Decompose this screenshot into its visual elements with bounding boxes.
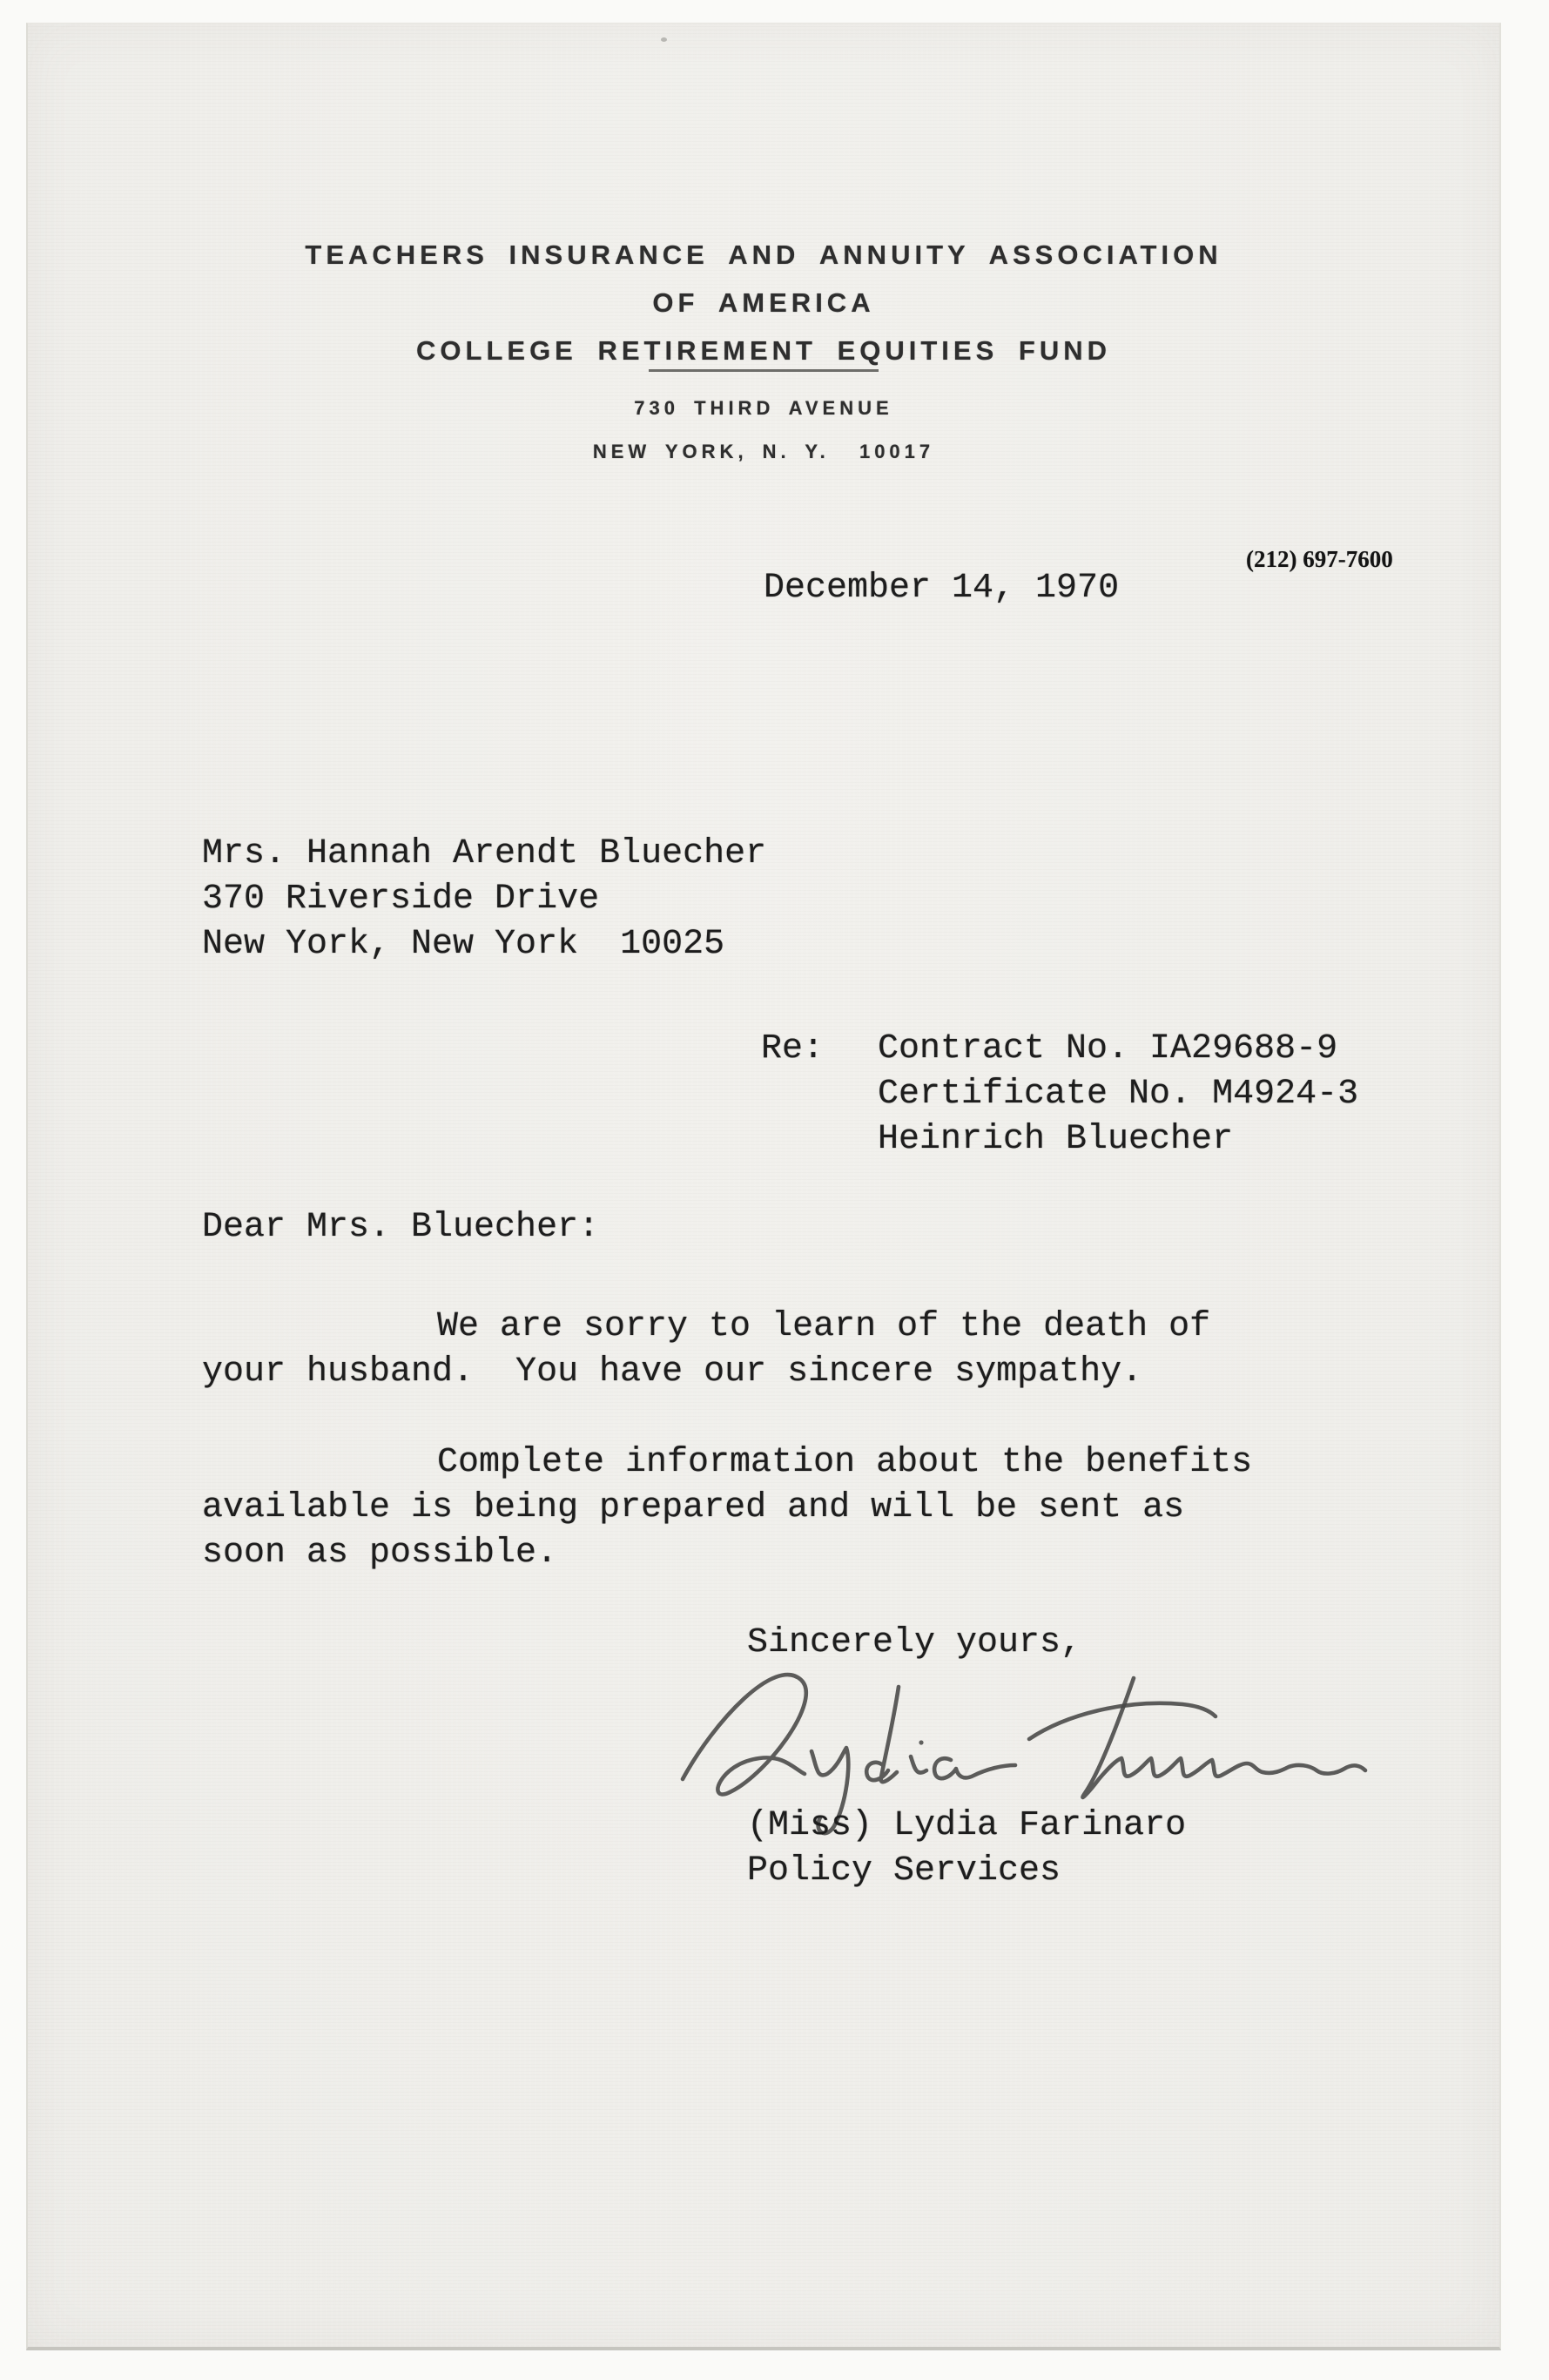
signature-stroke-a-tail	[934, 1758, 1015, 1778]
signature-stroke-arinaro	[1082, 1678, 1365, 1797]
signature-stroke-d	[866, 1687, 899, 1782]
valediction: Sincerely yours,	[747, 1623, 1082, 1662]
letter-paper	[26, 23, 1501, 2350]
reference-certificate: Certificate No. M4924-3	[878, 1075, 1359, 1114]
scan-speck	[661, 37, 667, 42]
recipient-street: 370 Riverside Drive	[202, 880, 600, 919]
salutation: Dear Mrs. Bluecher:	[202, 1208, 600, 1247]
recipient-name: Mrs. Hannah Arendt Bluecher	[202, 834, 767, 873]
letterhead-org-line3: COLLEGE RETIREMENT EQUITIES FUND	[416, 335, 1111, 366]
letterhead-org-line1: TEACHERS INSURANCE AND ANNUITY ASSOCIATION	[305, 239, 1222, 270]
reference-contract: Contract No. IA29688-9	[878, 1029, 1338, 1069]
reference-label: Re:	[761, 1029, 825, 1069]
letterhead-divider	[649, 369, 879, 372]
phone-number: (212) 697-7600	[1246, 546, 1393, 572]
signature-stroke-i	[911, 1756, 926, 1773]
letter-date: December 14, 1970	[764, 569, 1120, 608]
letterhead-city: NEW YORK, N. Y. 10017	[592, 441, 935, 462]
signed-name: (Miss) Lydia Farinaro	[747, 1806, 1187, 1845]
reference-person: Heinrich Bluecher	[878, 1120, 1234, 1159]
body-para2-line2: available is being prepared and will be sent as	[202, 1488, 1185, 1527]
body-para2-line3: soon as possible.	[202, 1534, 558, 1573]
letterhead-org-line2: OF AMERICA	[652, 287, 875, 318]
body-para1-line1: We are sorry to learn of the death of	[437, 1307, 1211, 1346]
signer-title: Policy Services	[747, 1851, 1061, 1891]
recipient-city: New York, New York 10025	[202, 925, 725, 964]
signature-stroke-lydia	[683, 1675, 806, 1794]
body-para1-line2: your husband. You have our sincere sympathy.	[202, 1352, 1143, 1392]
letterhead-street: 730 THIRD AVENUE	[634, 397, 893, 419]
body-para2-line1: Complete information about the benefits	[437, 1443, 1253, 1482]
